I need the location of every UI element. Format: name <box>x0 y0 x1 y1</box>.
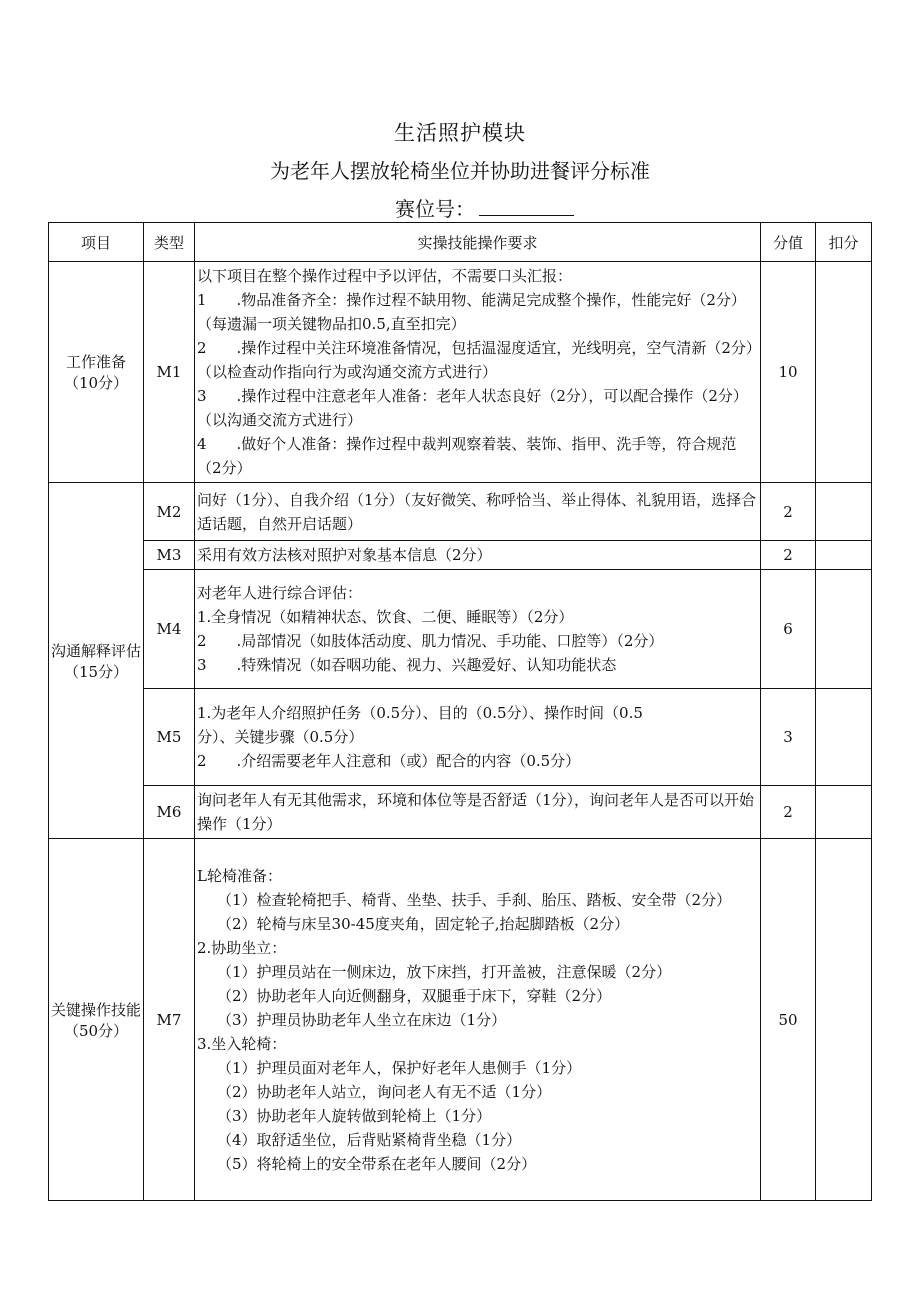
header-requirement: 实操技能操作要求 <box>195 223 761 262</box>
row-code: M4 <box>144 570 195 689</box>
req-line: （1）检查轮椅把手、椅背、坐垫、扶手、手刹、胎压、踏板、安全带（2分） <box>217 890 732 909</box>
section-comm: 沟通解释评估（15分） <box>49 483 144 839</box>
row-deduction[interactable] <box>816 839 872 1201</box>
row-deduction[interactable] <box>816 786 872 839</box>
row-score: 50 <box>761 839 816 1201</box>
row-code: M1 <box>144 262 195 483</box>
row-score: 6 <box>761 570 816 689</box>
req-line: 2 .操作过程中关注环境准备情况，包括温湿度适宜，光线明亮，空气清新（2分）（以检查动作指向行为或沟通交流方式进行） <box>197 339 754 381</box>
req-line: （1）护理员面对老年人，保护好老年人患侧手（1分） <box>217 1058 582 1077</box>
table-row <box>49 570 872 689</box>
section-key: 关键操作技能（50分） <box>49 839 144 1201</box>
req-line: 1 .物品准备齐全：操作过程不缺用物、能满足完成整个操作，性能完好（2分）（每遗漏一项关键物品扣0.5,直至扣完） <box>197 291 746 333</box>
row-deduction[interactable] <box>816 570 872 689</box>
header-item: 项目 <box>49 223 144 262</box>
table-header-row <box>49 223 872 262</box>
header-type: 类型 <box>144 223 195 262</box>
row-code: M5 <box>144 689 195 786</box>
table-row <box>49 262 872 483</box>
req-line: 1.为老年人介绍照护任务（0.5分）、目的（0.5分）、操作时间（0.5 <box>197 704 643 722</box>
req-line: （5）将轮椅上的安全带系在老年人腰间（2分） <box>217 1154 537 1173</box>
req-line: 2 .介绍需要老年人注意和（或）配合的内容（0.5分） <box>197 752 581 770</box>
row-requirement <box>195 483 761 541</box>
scoring-table <box>48 222 872 1201</box>
req-line: 3 .操作过程中注意老年人准备：老年人状态良好（2分），可以配合操作（2分）（以沟通交流方式进行） <box>197 387 748 429</box>
row-requirement <box>195 262 761 483</box>
req-line: 分）、关键步骤（0.5分） <box>197 728 364 746</box>
table-row <box>49 689 872 786</box>
row-code: M7 <box>144 839 195 1201</box>
page-title: 生活照护模块 <box>394 121 526 145</box>
req-line: （2）协助老年人向近侧翻身，双腿垂于床下，穿鞋（2分） <box>217 986 612 1005</box>
req-line: （3）护理员协助老年人坐立在床边（1分） <box>217 1010 507 1029</box>
req-line: 3.坐入轮椅： <box>197 1034 287 1053</box>
req-line: （1）护理员站在一侧床边，放下床挡，打开盖被，注意保暖（2分） <box>217 962 672 981</box>
row-score: 2 <box>761 786 816 839</box>
row-score: 2 <box>761 483 816 541</box>
req-line: 2 .局部情况（如肢体活动度、肌力情况、手功能、口腔等）（2分） <box>197 632 664 650</box>
row-score: 3 <box>761 689 816 786</box>
req-line: 2.协助坐立： <box>197 938 287 957</box>
row-score: 2 <box>761 541 816 570</box>
row-requirement <box>195 839 761 1201</box>
table-row <box>49 541 872 570</box>
req-line: 以下项目在整个操作过程中予以评估，不需要口头汇报： <box>197 267 573 285</box>
row-code: M3 <box>144 541 195 570</box>
row-deduction[interactable] <box>816 483 872 541</box>
req-line: （2）协助老年人站立，询问老人有无不适（1分） <box>217 1082 552 1101</box>
req-line: 4 .做好个人准备：操作过程中裁判观察着装、装饰、指甲、洗手等，符合规范（2分） <box>197 435 737 477</box>
table-row <box>49 839 872 1201</box>
row-deduction[interactable] <box>816 541 872 570</box>
row-score: 10 <box>761 262 816 483</box>
req-line: 采用有效方法核对照护对象基本信息（2分） <box>197 546 492 564</box>
header-score: 分值 <box>761 223 816 262</box>
row-code: M2 <box>144 483 195 541</box>
req-line: 询问老年人有无其他需求，环境和体位等是否舒适（1分），询问老年人是否可以开始操作（1分） <box>197 791 755 833</box>
table-row <box>49 483 872 541</box>
row-deduction[interactable] <box>816 262 872 483</box>
header-deduction: 扣分 <box>816 223 872 262</box>
req-line: （2）轮椅与床呈30-45度夹角，固定轮子,抬起脚踏板（2分） <box>217 914 630 933</box>
req-line: （4）取舒适坐位，后背贴紧椅背坐稳（1分） <box>217 1130 522 1149</box>
row-requirement <box>195 786 761 839</box>
req-line: L轮椅准备： <box>197 866 282 885</box>
table-row <box>49 786 872 839</box>
seat-label: 赛位号： <box>395 197 475 221</box>
row-requirement <box>195 689 761 786</box>
req-line: 3 .特殊情况（如吞咽功能、视力、兴趣爱好、认知功能状态 <box>197 656 617 674</box>
req-line: （3）协助老年人旋转做到轮椅上（1分） <box>217 1106 492 1125</box>
row-deduction[interactable] <box>816 689 872 786</box>
req-line: 对老年人进行综合评估： <box>197 584 363 602</box>
req-line: 1.全身情况（如精神状态、饮食、二便、睡眠等）（2分） <box>197 608 574 626</box>
row-requirement <box>195 541 761 570</box>
section-prep: 工作准备（10分） <box>49 262 144 483</box>
row-code: M6 <box>144 786 195 839</box>
req-line: 问好（1分）、自我介绍（1分）（友好微笑、称呼恰当、举止得体、礼貌用语，选择合适话题，自然开启话题） <box>197 490 757 533</box>
page-subtitle: 为老年人摆放轮椅坐位并协助进餐评分标准 <box>270 159 650 183</box>
row-requirement <box>195 570 761 689</box>
seat-number-line <box>395 193 574 222</box>
seat-number-blank[interactable] <box>479 197 574 216</box>
